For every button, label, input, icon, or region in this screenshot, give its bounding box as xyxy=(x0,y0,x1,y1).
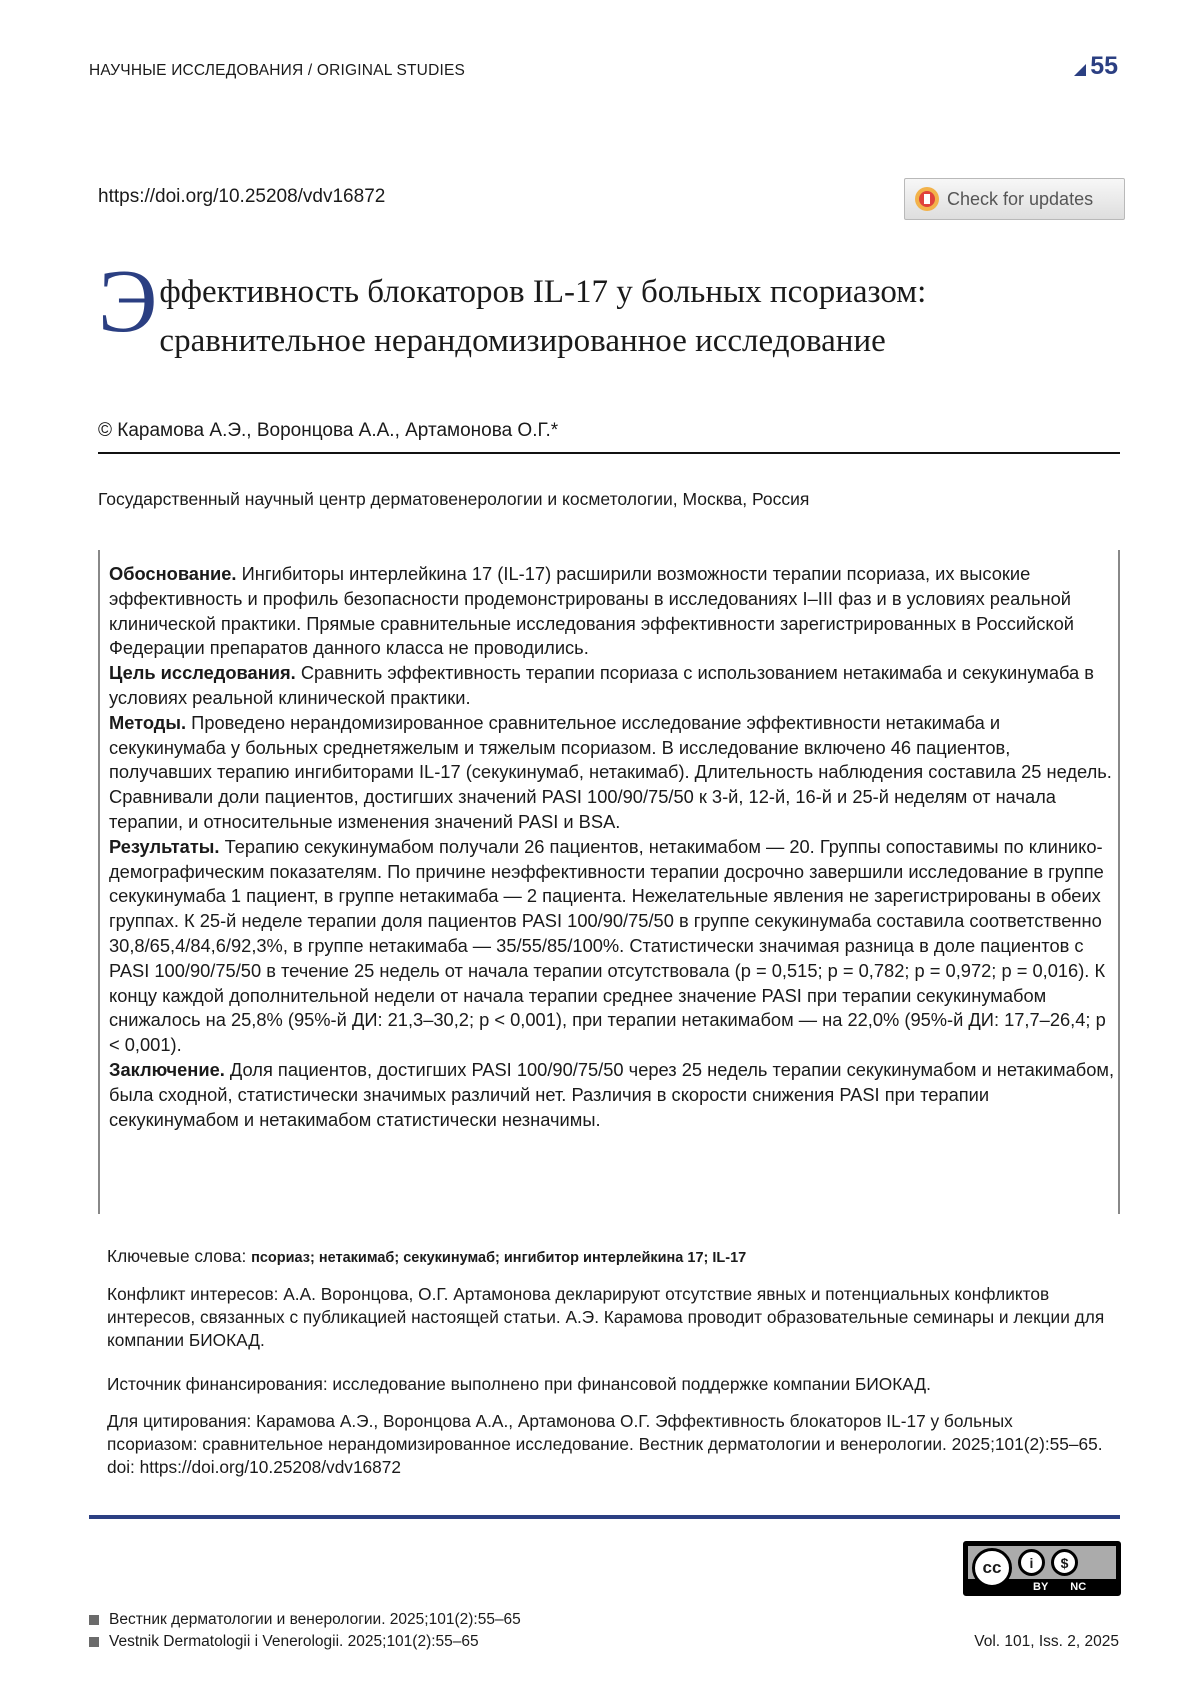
abstract-aim xyxy=(109,661,1118,711)
footer-volume: Vol. 101, Iss. 2, 2025 xyxy=(974,1633,1119,1650)
citation-value: Карамова А.Э., Воронцова А.А., Артамонова О.Г. Эффективность блокаторов IL-17 у больных псориазом: сравнительное нерандомизированное исследование. Вестник дерматологии и венерологии. 2025;101(2):55–65. doi: https://doi.org/10.25208/vdv16872 xyxy=(107,1411,1103,1477)
page-number xyxy=(1074,52,1118,81)
citation-label: Для цитирования: xyxy=(107,1411,257,1431)
attribution-icon: i xyxy=(1018,1549,1045,1576)
abstract-results xyxy=(109,835,1118,1058)
citation xyxy=(107,1410,1107,1479)
footer-journal-ru-text: Вестник дерматологии и венерологии. 2025;101(2):55–65 xyxy=(109,1611,521,1628)
check-for-updates-button[interactable] xyxy=(904,178,1125,220)
title-dropcap: Э xyxy=(98,252,158,351)
aim-label: Цель исследования. xyxy=(109,662,296,684)
keywords-label: Ключевые слова: xyxy=(107,1246,252,1266)
conflict-label: Конфликт интересов: xyxy=(107,1284,284,1304)
authors: © Карамова А.Э., Воронцова А.А., Артамонова О.Г.* xyxy=(98,420,559,441)
cc-license-badge[interactable] xyxy=(963,1541,1121,1596)
keywords xyxy=(107,1245,1107,1270)
article-title xyxy=(98,252,1108,366)
methods-text: Проведено нерандомизированное сравнительное исследование эффективности нетакимаба и секукинумаба у больных среднетяжелым и тяжелым псориазом. В исследование включено 46 пациентов, получавших терапию ингибиторами IL-17 (секукинумаб, нетакимаб). Длительность наблюдения составила 25 недель. Сравнивали доли пациентов, достигших значений PASI 100/90/75/50 к 3-й, 12-й, 16-й и 25-й неделям от начала терапии, и относительные изменения значений PASI и BSA. xyxy=(109,711,1112,832)
footer-journal-en-text: Vestnik Dermatologii i Venerologii. 2025;101(2):55–65 xyxy=(109,1633,479,1650)
abstract-background xyxy=(109,562,1118,661)
background-text: Ингибиторы интерлейкина 17 (IL-17) расширили возможности терапии псориаза, их высокие эффективность и профиль безопасности продемонстрированы в исследованиях I–III фаз и в условиях реальной клинической практики. Прямые сравнительные исследования эффективности зарегистрированных в Российской Федерации препаратов данного класса не проводились. xyxy=(109,563,1074,659)
results-text: Терапию секукинумабом получали 26 пациентов, нетакимабом — 20. Группы сопоставимы по клинико-демографическим показателям. По причине неэффективности терапии досрочно завершили исследование в группе секукинумаба 1 пациент, в группе нетакимаба — 2 пациента. Нежелательные явления не зарегистрированы в обеих группах. К 25-й неделе терапии доля пациентов PASI 100/90/75/50 в группе секукинумаба составила соответственно 30,8/65,4/84,6/92,3%, в группе нетакимаба — 35/55/85/100%. Статистически значимая разница в доле пациентов с PASI 100/90/75/50 в течение 25 недель от начала терапии отсутствовала (p = 0,515; p = 0,782; p = 0,972; p = 0,016). К концу каждой дополнительной недели от начала терапии среднее значение PASI при терапии секукинумабом снижалось на 25,8% (95%-й ДИ: 21,3–30,2; p < 0,001), при терапии нетакимабом — на 22,0% (95%-й ДИ: 17,7–26,4; p < 0,001). xyxy=(109,835,1106,1056)
title-text: ффективность блокаторов IL-17 у больных псориазом: сравнительное нерандомизированное исследование xyxy=(159,274,927,359)
noncommercial-icon: $ xyxy=(1051,1549,1078,1576)
footer-journal-en xyxy=(89,1633,479,1651)
cc-badge-top xyxy=(968,1546,1116,1579)
abstract-conclusion xyxy=(109,1058,1118,1132)
methods-label: Методы. xyxy=(109,711,187,733)
funding-label: Источник финансирования: xyxy=(107,1374,333,1394)
funding-value: исследование выполнено при финансовой поддержке компании БИОКАД. xyxy=(332,1374,931,1394)
by-label: BY xyxy=(1033,1581,1049,1593)
nc-label: NC xyxy=(1070,1581,1087,1593)
results-label: Результаты. xyxy=(109,835,220,857)
divider xyxy=(98,452,1120,454)
bookmark-icon xyxy=(915,187,939,211)
abstract-box xyxy=(98,550,1120,1214)
check-for-updates-label: Check for updates xyxy=(947,188,1094,209)
triangle-icon xyxy=(1074,64,1086,76)
conflict-value: А.А. Воронцова, О.Г. Артамонова декларируют отсутствие явных и потенциальных конфликтов интересов, связанных с публикацией настоящей статьи. А.Э. Карамова проводит образовательные семинары и лекции для компании БИОКАД. xyxy=(107,1284,1105,1350)
square-bullet-icon xyxy=(89,1637,99,1647)
square-bullet-icon xyxy=(89,1615,99,1625)
background-label: Обоснование. xyxy=(109,563,237,584)
abstract-methods xyxy=(109,711,1118,835)
conflict-of-interest xyxy=(107,1283,1107,1352)
affiliation: Государственный научный центр дерматовенерологии и косметологии, Москва, Россия xyxy=(98,489,810,509)
doi-link[interactable]: https://doi.org/10.25208/vdv16872 xyxy=(98,186,386,207)
footer-rule xyxy=(89,1515,1120,1519)
footer-journal-ru xyxy=(89,1611,521,1629)
cc-icon: cc xyxy=(972,1548,1012,1588)
conclusion-label: Заключение. xyxy=(109,1058,225,1080)
conclusion-text: Доля пациентов, достигших PASI 100/90/75/50 через 25 недель терапии секукинумабом и нетакимабом, была сходной, статистически значимых различий нет. Различия в скорости снижения PASI при терапии секукинумабом и нетакимабом статистически незначимы. xyxy=(109,1058,1115,1130)
cc-badge-labels xyxy=(1033,1581,1086,1593)
section-label: НАУЧНЫЕ ИССЛЕДОВАНИЯ / ORIGINAL STUDIES xyxy=(89,62,466,79)
keywords-value: псориаз; нетакимаб; секукинумаб; ингибитор интерлейкина 17; IL-17 xyxy=(251,1250,747,1266)
page-number-text: 55 xyxy=(1090,52,1118,80)
aim-text: Сравнить эффективность терапии псориаза с использованием нетакимаба и секукинумаба в условиях реальной клинической практики. xyxy=(109,662,1095,708)
funding xyxy=(107,1373,1107,1396)
